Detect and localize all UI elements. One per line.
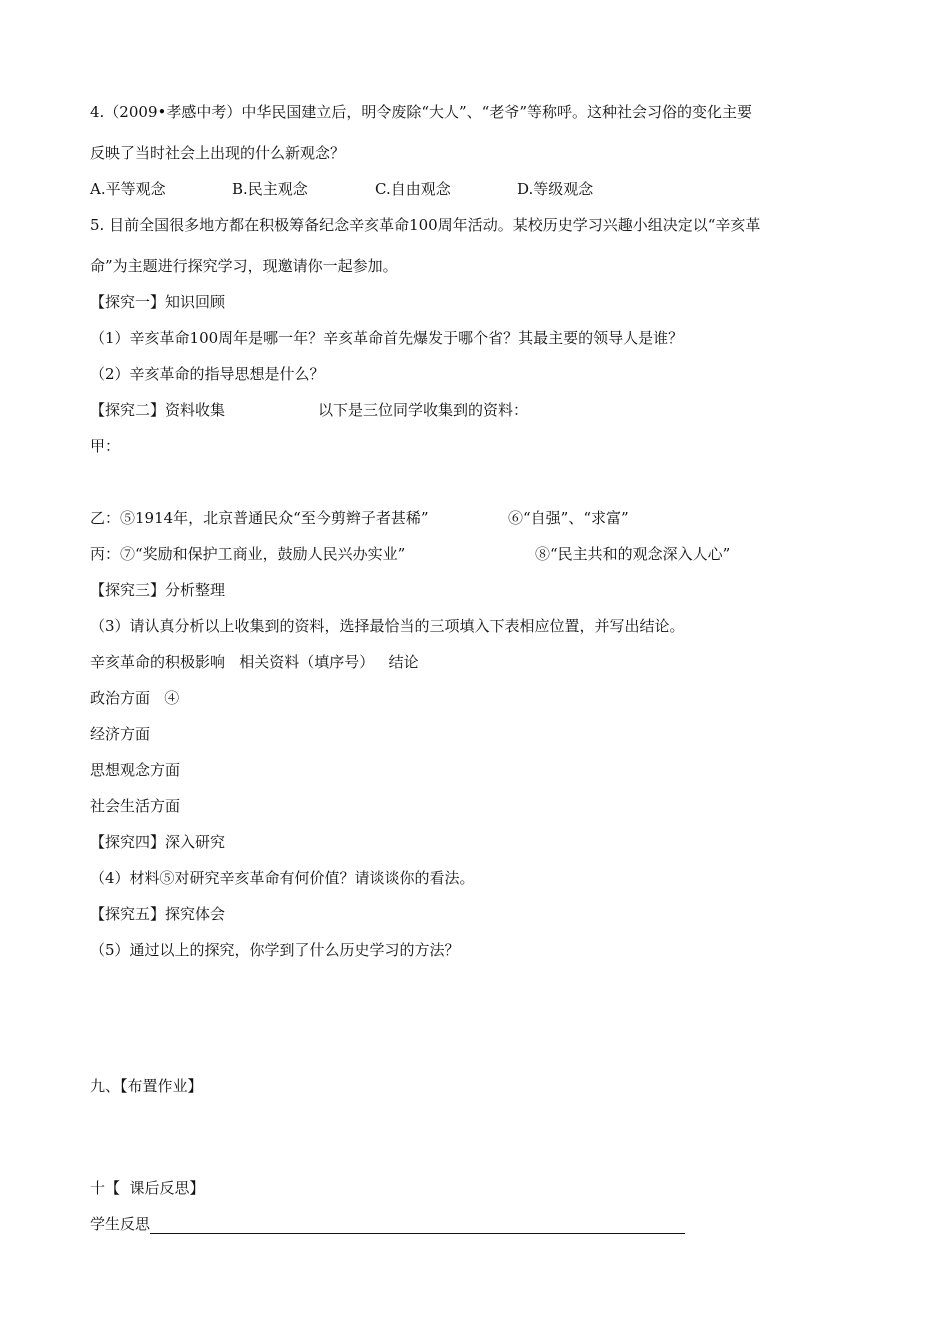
- material-yi-6: ⑥“自强”、“求富”: [508, 509, 629, 527]
- reflection-heading: 十【 课后反思】: [90, 1179, 205, 1197]
- q4-option-a: A.平等观念: [90, 180, 166, 198]
- question-5: （5）通过以上的探究，你学到了什么历史学习的方法？: [90, 941, 460, 959]
- material-bing-7: 丙：⑦“奖励和保护工商业，鼓励人民兴办实业”: [90, 545, 406, 563]
- material-jia: 甲：: [90, 437, 121, 455]
- question-3: （3）请认真分析以上收集到的资料，选择最恰当的三项填入下表相应位置，并写出结论。: [90, 617, 685, 635]
- question-2: （2）辛亥革命的指导思想是什么？: [90, 365, 325, 383]
- q5-line2: 命”为主题进行探究学习，现邀请你一起参加。: [90, 257, 398, 275]
- q4-option-d: D.等级观念: [517, 180, 594, 198]
- material-yi-5: 乙：⑤1914年，北京普通民众“至今剪辫子者甚稀”: [90, 509, 429, 527]
- table-row-thought: 思想观念方面: [90, 761, 181, 779]
- table-row-social: 社会生活方面: [90, 797, 181, 815]
- student-reflection-blank[interactable]: [150, 1217, 685, 1234]
- q4-option-c: C.自由观念: [375, 180, 451, 198]
- q4-line2: 反映了当时社会上出现的什么新观念？: [90, 144, 346, 162]
- student-reflection-label: 学生反思: [90, 1215, 151, 1233]
- explore3-heading: 【探究三】分析整理: [90, 581, 226, 599]
- explore2-heading: 【探究二】资料收集: [90, 401, 226, 419]
- homework-heading: 九、【布置作业】: [90, 1077, 203, 1095]
- explore2-note: 以下是三位同学收集到的资料：: [318, 401, 529, 419]
- question-1: （1）辛亥革命100周年是哪一年？辛亥革命首先爆发于哪个省？其最主要的领导人是谁？: [90, 329, 684, 347]
- table-header: 辛亥革命的积极影响 相关资料（填序号） 结论: [90, 653, 419, 671]
- q4-line1: 4.（2009•孝感中考）中华民国建立后，明令废除“大人”、“老爷”等称呼。这种社会习俗的变化主要: [90, 103, 753, 121]
- table-row-politics: 政治方面 ④: [90, 689, 180, 707]
- q4-option-b: B.民主观念: [232, 180, 308, 198]
- question-4: （4）材料⑤对研究辛亥革命有何价值？请谈谈你的看法。: [90, 869, 475, 887]
- explore4-heading: 【探究四】深入研究: [90, 833, 226, 851]
- q5-line1: 5. 目前全国很多地方都在积极筹备纪念辛亥革命100周年活动。某校历史学习兴趣小组决定以“辛亥革: [90, 216, 761, 234]
- explore1-heading: 【探究一】知识回顾: [90, 293, 226, 311]
- material-bing-8: ⑧“民主共和的观念深入人心”: [535, 545, 731, 563]
- student-reflection: [90, 1214, 685, 1234]
- explore5-heading: 【探究五】探究体会: [90, 905, 226, 923]
- table-row-economy: 经济方面: [90, 725, 151, 743]
